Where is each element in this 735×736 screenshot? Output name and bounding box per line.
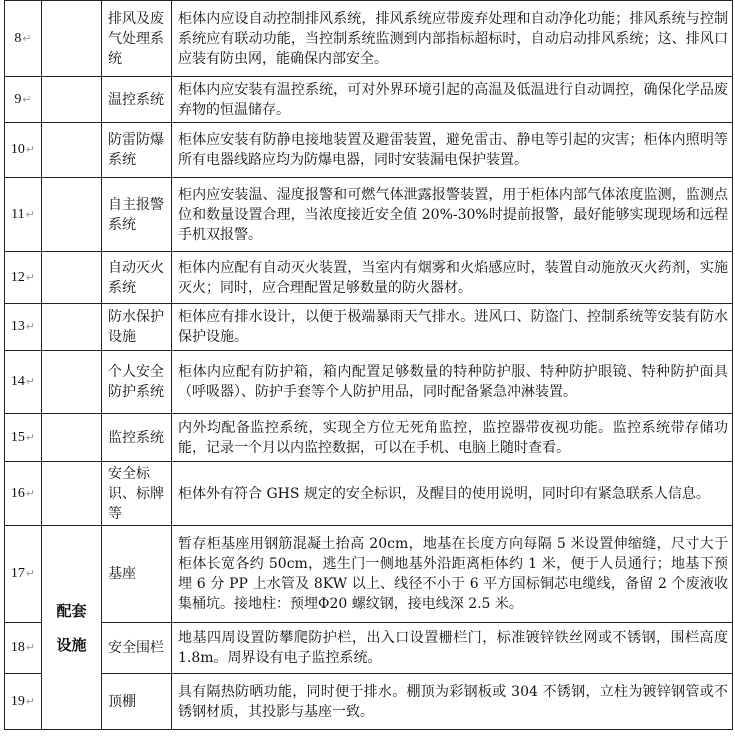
row-number: 8↵ <box>5 1 42 77</box>
item-name: 温控系统 <box>102 77 172 123</box>
table-row <box>5 462 733 526</box>
item-description: 柜体内应设自动控制排风系统，排风系统应带废弃处理和自动净化功能；排风系统与控制系统应有联动功能，当控制系统监测到内部指标超标时，自动启动排风系统；这、排风口应装有防虫网，能确保内部安全。 <box>172 1 733 77</box>
table-row <box>5 414 733 462</box>
row-number: 11↵ <box>5 178 42 252</box>
item-description: 柜体应有排水设计，以便于极端暴雨天气排水。进风口、防盗门、控制系统等安装有防水保护设施。 <box>172 304 733 351</box>
category-cell <box>42 526 102 730</box>
category-cell-empty <box>42 123 102 178</box>
item-description: 具有隔热防晒功能，同时便于排水。棚顶为彩钢板或 304 不锈钢，立柱为镀锌钢管或不锈钢材质，其投影与基座一致。 <box>172 674 733 730</box>
item-description: 柜内应安装温、湿度报警和可燃气体泄露报警装置，用于柜体内部气体浓度监测，监测点位和数量设置合理，当浓度接近安全值 20%-30%时提前报警，最好能够实现现场和远程手机双报警。 <box>172 178 733 252</box>
item-name: 顶棚 <box>102 674 172 730</box>
table-row <box>5 304 733 351</box>
item-name: 个人安全防护系统 <box>102 351 172 414</box>
row-number: 19↵ <box>5 674 42 730</box>
item-description: 柜体应安装有防静电接地装置及避雷装置，避免雷击、静电等引起的灾害；柜体内照明等所有电器线路应均为防爆电器，同时安装漏电保护装置。 <box>172 123 733 178</box>
item-description: 地基四周设置防攀爬防护栏，出入口设置栅栏门，标准镀锌铁丝网或不锈钢，围栏高度 1.8m。周界设有电子监控系统。 <box>172 623 733 674</box>
row-number: 14↵ <box>5 351 42 414</box>
category-label-bottom: 设施 <box>56 635 87 654</box>
category-cell-empty <box>42 462 102 526</box>
item-description: 柜体内应配有自动灭火装置，当室内有烟雾和火焰感应时，装置自动施放灭火药剂，实施灭火；同时，应合理配置足够数量的防火器材。 <box>172 252 733 304</box>
table-row <box>5 178 733 252</box>
category-cell-empty <box>42 178 102 252</box>
category-label-top: 配套 <box>56 601 87 620</box>
table-row <box>5 1 733 77</box>
item-name: 监控系统 <box>102 414 172 462</box>
row-number: 12↵ <box>5 252 42 304</box>
row-number: 10↵ <box>5 123 42 178</box>
item-name: 安全围栏 <box>102 623 172 674</box>
item-description: 柜体内应配有防护箱，箱内配置足够数量的特种防护服、特种防护眼镜、特种防护面具（呼吸器）、防护手套等个人防护用品，同时配备紧急冲淋装置。 <box>172 351 733 414</box>
item-description: 柜体外有符合 GHS 规定的安全标识，及醒目的使用说明，同时印有紧急联系人信息。 <box>172 462 733 526</box>
category-cell-empty <box>42 77 102 123</box>
category-cell-empty <box>42 351 102 414</box>
item-name: 防水保护设施 <box>102 304 172 351</box>
table-row <box>5 674 733 730</box>
table-row <box>5 526 733 623</box>
row-number: 9↵ <box>5 77 42 123</box>
item-description: 内外均配备监控系统，实现全方位无死角监控，监控器带夜视功能。监控系统带存储功能，记录一个月以内监控数据，可以在手机、电脑上随时查看。 <box>172 414 733 462</box>
row-number: 15↵ <box>5 414 42 462</box>
item-name: 自动灭火系统 <box>102 252 172 304</box>
category-cell-empty <box>42 414 102 462</box>
item-name: 自主报警系统 <box>102 178 172 252</box>
category-cell-empty <box>42 252 102 304</box>
item-description: 暂存柜基座用钢筋混凝土抬高 20cm，地基在长度方向每隔 5 米设置伸缩缝，尺寸大于柜体长宽各约 50cm，逃生门一侧地基外沿距离柜体约 1 米，便于人员通行；地基下预埋 6 分 PP 上水管及 8KW 以上、线径不小于 6 平方国标铜芯电缆线，备留 2 个废液收集桶坑。接地柱：预埋Φ20 螺纹钢，接电线深 2.5 米。 <box>172 526 733 623</box>
item-description: 柜体内应安装有温控系统，可对外界环境引起的高温及低温进行自动调控，确保化学品废弃物的恒温储存。 <box>172 77 733 123</box>
table-row <box>5 77 733 123</box>
row-number: 17↵ <box>5 526 42 623</box>
facility-spec-table <box>4 0 733 730</box>
category-cell-empty <box>42 304 102 351</box>
item-name: 基座 <box>102 526 172 623</box>
table-row <box>5 351 733 414</box>
category-cell-empty <box>42 1 102 77</box>
table-row <box>5 252 733 304</box>
row-number: 18↵ <box>5 623 42 674</box>
item-name: 防雷防爆系统 <box>102 123 172 178</box>
item-name: 排风及废气处理系统 <box>102 1 172 77</box>
table-row <box>5 123 733 178</box>
row-number: 13↵ <box>5 304 42 351</box>
row-number: 16↵ <box>5 462 42 526</box>
item-name: 安全标识、标牌等 <box>102 462 172 526</box>
table-row <box>5 623 733 674</box>
